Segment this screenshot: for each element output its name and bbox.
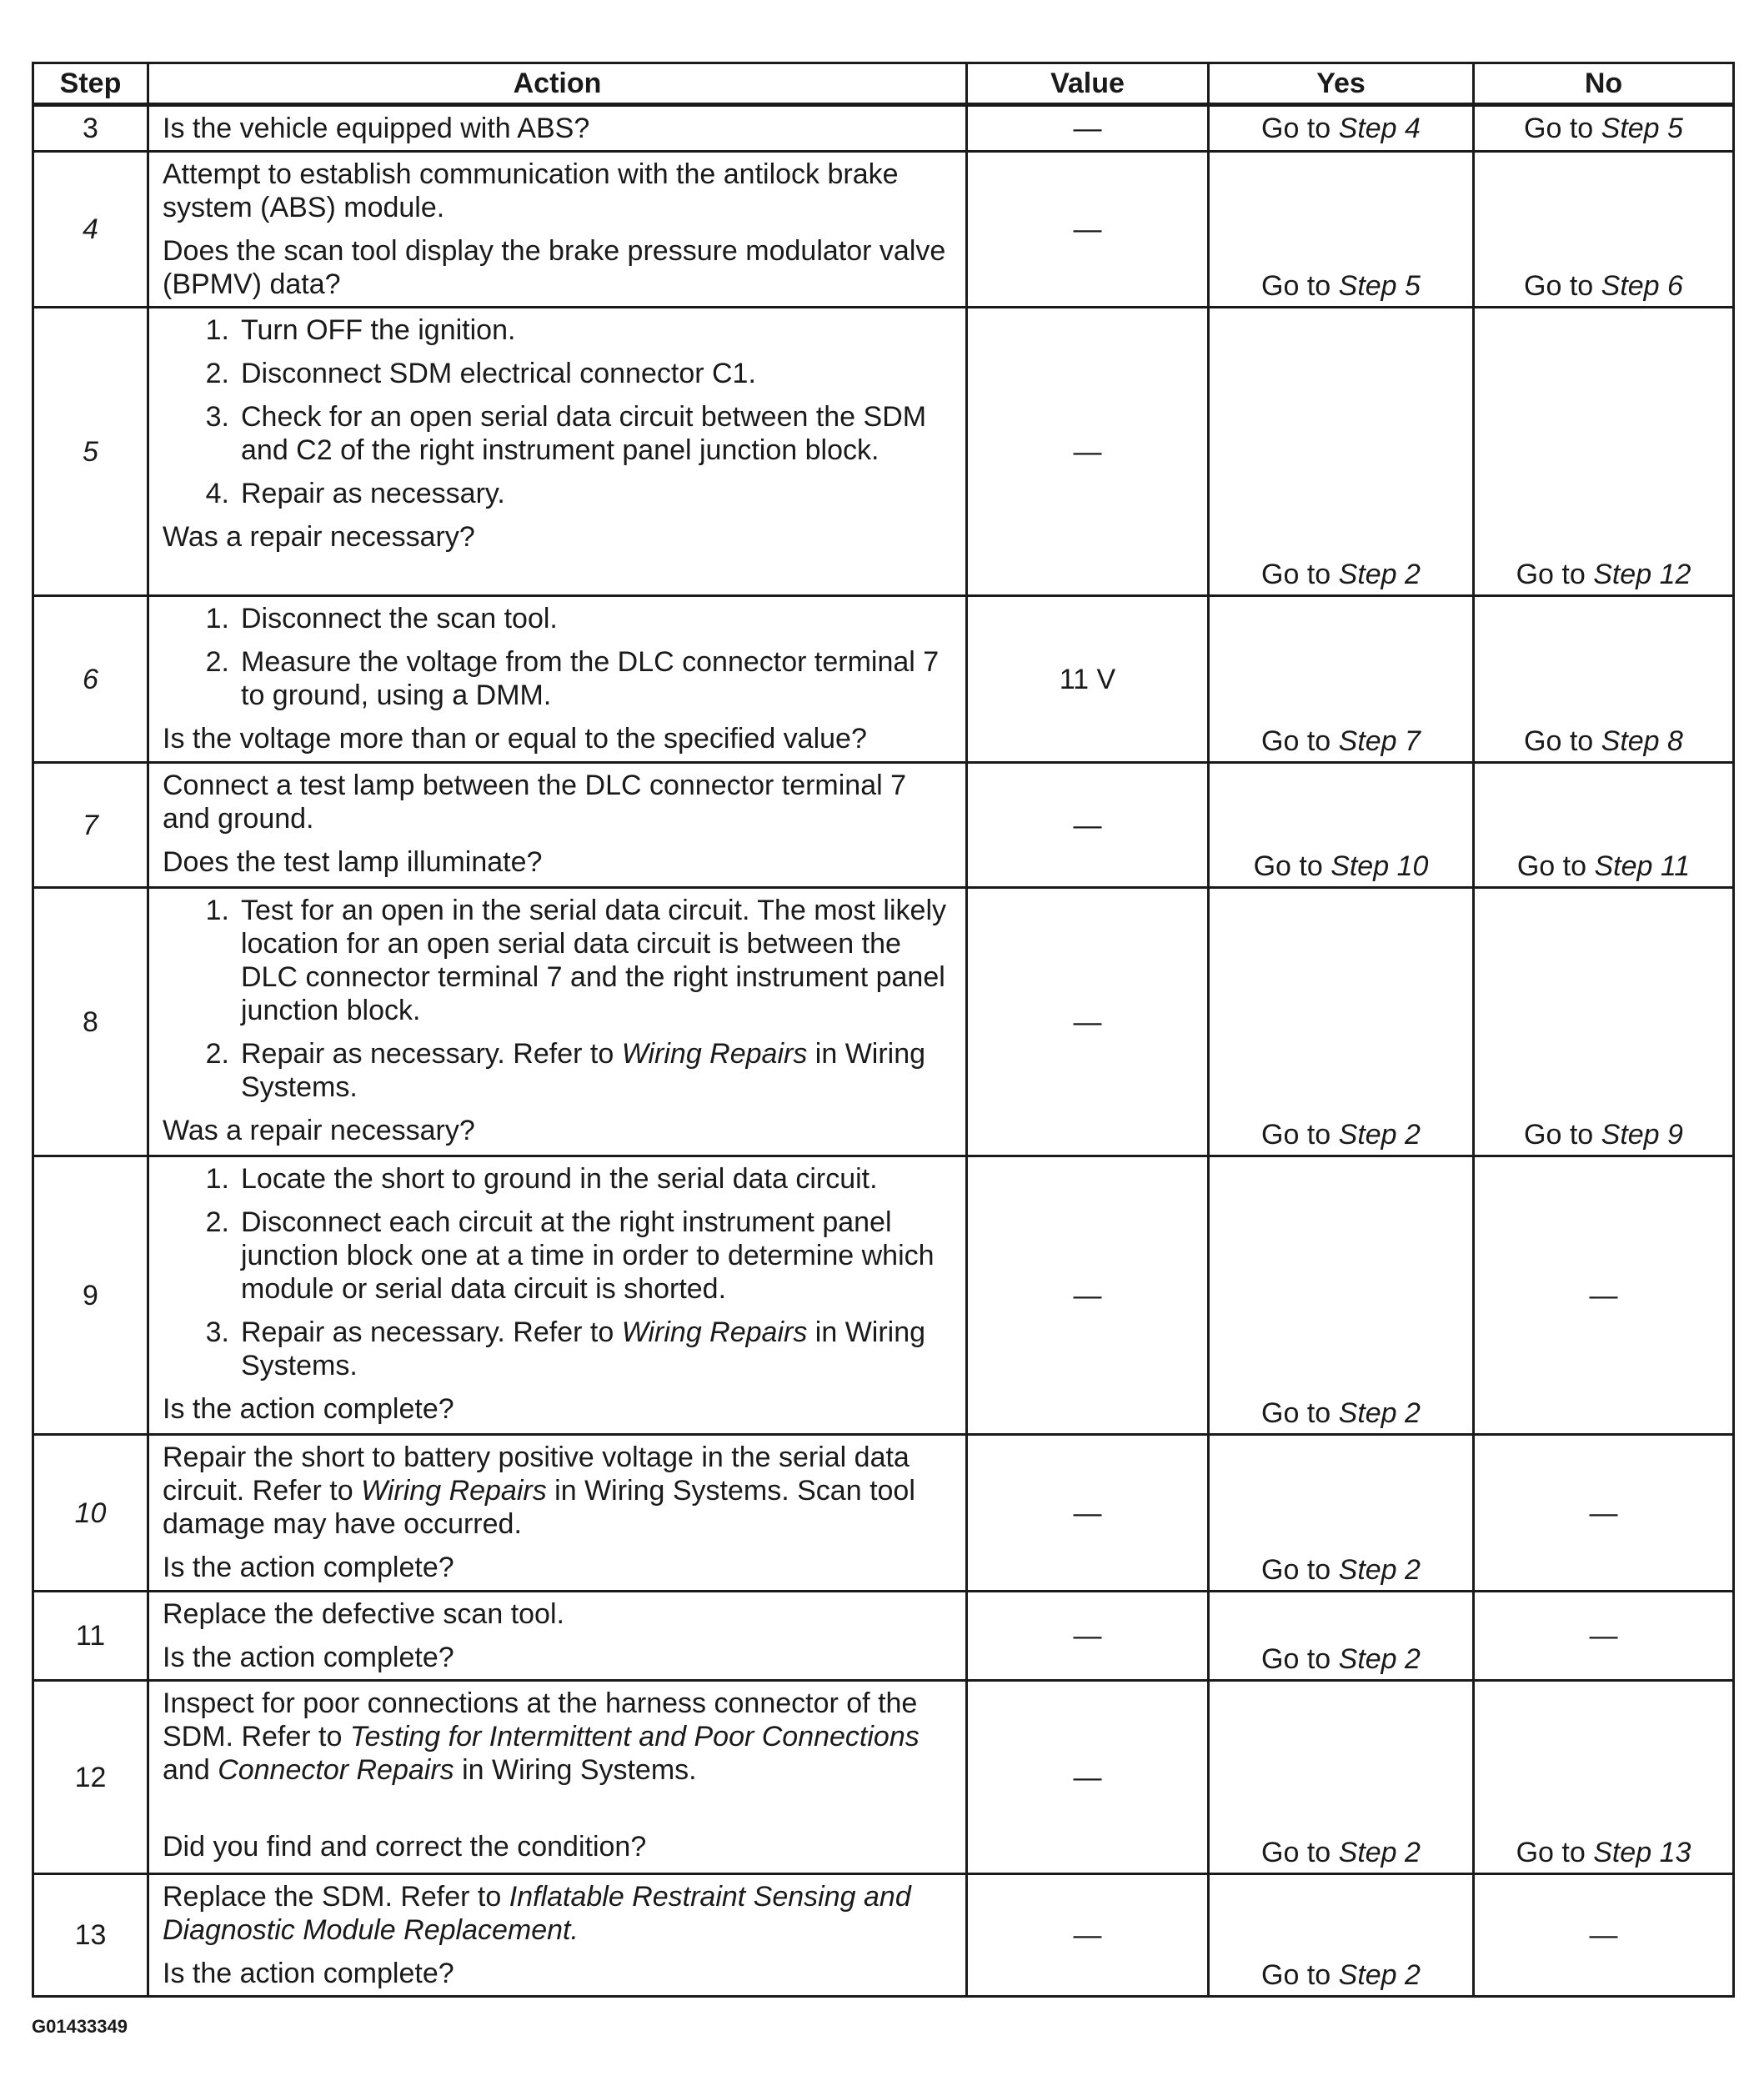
yes-cell <box>1209 1592 1474 1681</box>
item-text: Disconnect SDM electrical connector C1. <box>241 358 756 389</box>
no-cell <box>1474 596 1734 763</box>
action-text: Is the vehicle equipped with ABS? <box>163 113 590 144</box>
reference-link[interactable]: Wiring Repairs <box>621 1316 808 1348</box>
no-cell <box>1474 105 1734 152</box>
go-to-prefix: Go to <box>1261 113 1339 144</box>
value-cell: 11 V <box>967 596 1209 763</box>
go-to-prefix: Go to <box>1253 850 1331 882</box>
item-text: Test for an open in the serial data circuit. The most likely location for an open serial data circuit is between the DLC connector terminal 7 and the right instrument panel junction block. <box>241 895 946 1026</box>
value-cell: — <box>967 1156 1209 1435</box>
action-question: Is the voltage more than or equal to the specified value? <box>163 723 867 755</box>
value-cell: — <box>967 152 1209 308</box>
list-item <box>163 1316 955 1382</box>
item-number: 1. <box>205 314 229 346</box>
no-cell <box>1474 1681 1734 1874</box>
go-to-prefix: Go to <box>1516 559 1594 590</box>
header-no: No <box>1474 63 1734 105</box>
yes-cell <box>1209 1681 1474 1874</box>
go-to-prefix: Go to <box>1524 725 1601 757</box>
action-question: Is the action complete? <box>163 1393 454 1425</box>
value-cell: — <box>967 105 1209 152</box>
value-cell: — <box>967 763 1209 888</box>
value-cell: — <box>967 1435 1209 1592</box>
value-cell: — <box>967 1592 1209 1681</box>
step-number: 3 <box>33 105 148 152</box>
item-number: 1. <box>205 603 229 634</box>
action-text <box>163 1880 955 1947</box>
yes-cell <box>1209 1156 1474 1435</box>
list-item <box>163 1037 955 1104</box>
table-row <box>33 1681 1734 1874</box>
step-number: 7 <box>33 763 148 888</box>
list-item <box>163 602 955 635</box>
yes-cell <box>1209 1874 1474 1997</box>
go-to-prefix: Go to <box>1516 850 1595 882</box>
yes-step-ref: Step 7 <box>1338 725 1421 757</box>
step-number: 13 <box>33 1874 148 1997</box>
item-number: 3. <box>205 401 229 433</box>
item-number: 2. <box>205 646 229 678</box>
item-text: Repair as necessary. <box>241 478 505 509</box>
yes-cell <box>1209 888 1474 1156</box>
no-cell <box>1474 152 1734 308</box>
reference-link[interactable]: Inflatable Restraint Sensing and Diagnostic Module Replacement. <box>163 1881 911 1946</box>
item-number: 4. <box>205 478 229 509</box>
header-yes: Yes <box>1209 63 1474 105</box>
go-to-prefix: Go to <box>1261 1837 1339 1868</box>
item-text <box>241 1037 955 1104</box>
table-row <box>33 596 1734 763</box>
list-item <box>163 894 955 1027</box>
yes-step-ref: Step 2 <box>1338 1643 1421 1675</box>
yes-step-ref: Step 2 <box>1338 1119 1421 1151</box>
value-cell: — <box>967 308 1209 596</box>
yes-step-ref: Step 10 <box>1331 850 1429 882</box>
action-text-mid: and <box>163 1754 218 1786</box>
step-number: 9 <box>33 1156 148 1435</box>
action-cell <box>148 1681 967 1874</box>
no-step-ref: Step 12 <box>1593 559 1691 590</box>
table-row <box>33 1435 1734 1592</box>
item-text-lead: Repair as necessary. Refer to <box>241 1316 622 1348</box>
action-text <box>163 1687 955 1787</box>
item-text-lead: Repair as necessary. Refer to <box>241 1038 622 1070</box>
yes-cell <box>1209 763 1474 888</box>
go-to-prefix: Go to <box>1261 1959 1339 1991</box>
go-to-prefix: Go to <box>1524 113 1601 144</box>
action-cell <box>148 1592 967 1681</box>
step-number: 10 <box>33 1435 148 1592</box>
reference-link[interactable]: Wiring Repairs <box>361 1475 547 1507</box>
list-item <box>163 1162 955 1196</box>
action-text: Replace the defective scan tool. <box>163 1598 564 1630</box>
yes-cell <box>1209 596 1474 763</box>
go-to-prefix: Go to <box>1261 270 1339 302</box>
item-text: Disconnect the scan tool. <box>241 603 558 634</box>
header-row <box>33 63 1734 105</box>
no-cell: — <box>1474 1592 1734 1681</box>
no-cell: — <box>1474 1874 1734 1997</box>
go-to-prefix: Go to <box>1261 1397 1339 1429</box>
header-step: Step <box>33 63 148 105</box>
header-value: Value <box>967 63 1209 105</box>
action-text-tail: in Wiring Systems. <box>454 1754 697 1786</box>
step-number: 12 <box>33 1681 148 1874</box>
table-row <box>33 308 1734 596</box>
item-text-tail: in Wiring Systems. <box>241 1038 926 1103</box>
yes-cell <box>1209 1435 1474 1592</box>
item-text <box>241 1316 955 1382</box>
action-question: Does the scan tool display the brake pressure modulator valve (BPMV) data? <box>163 235 946 300</box>
table-row <box>33 1156 1734 1435</box>
item-text: Measure the voltage from the DLC connector terminal 7 to ground, using a DMM. <box>241 646 940 711</box>
yes-cell <box>1209 105 1474 152</box>
no-cell <box>1474 888 1734 1156</box>
figure-id: G01433349 <box>32 2016 128 2037</box>
item-number: 2. <box>205 1206 229 1238</box>
action-text-lead: Inspect for poor connections at the harness connector of the SDM. Refer to <box>163 1687 918 1753</box>
action-cell <box>148 1156 967 1435</box>
reference-link[interactable]: Wiring Repairs <box>621 1038 808 1070</box>
no-cell <box>1474 763 1734 888</box>
action-cell <box>148 763 967 888</box>
item-number: 2. <box>205 1038 229 1070</box>
no-step-ref: Step 13 <box>1593 1837 1691 1868</box>
reference-link[interactable]: Testing for Intermittent and Poor Connections <box>349 1721 920 1753</box>
yes-cell <box>1209 308 1474 596</box>
action-cell <box>148 105 967 152</box>
header-action: Action <box>148 63 967 105</box>
action-text-tail: in Wiring Systems. Scan tool damage may have occurred. <box>163 1475 915 1540</box>
yes-step-ref: Step 4 <box>1338 113 1421 144</box>
table-row <box>33 763 1734 888</box>
go-to-prefix: Go to <box>1524 270 1601 302</box>
value-cell: — <box>967 1681 1209 1874</box>
action-question: Is the action complete? <box>163 1958 454 1989</box>
list-item <box>163 400 955 467</box>
diagnostic-table <box>32 62 1735 1998</box>
action-text: Attempt to establish communication with the antilock brake system (ABS) module. <box>163 158 899 223</box>
value-cell: — <box>967 888 1209 1156</box>
list-item <box>163 357 955 390</box>
item-text-tail: in Wiring Systems. <box>241 1316 926 1381</box>
yes-step-ref: Step 2 <box>1338 1397 1421 1429</box>
item-text: Turn OFF the ignition. <box>241 314 516 346</box>
go-to-prefix: Go to <box>1261 559 1339 590</box>
yes-step-ref: Step 2 <box>1338 559 1421 590</box>
no-step-ref: Step 11 <box>1594 850 1691 882</box>
no-cell: — <box>1474 1435 1734 1592</box>
table-row <box>33 1874 1734 1997</box>
no-cell: — <box>1474 1156 1734 1435</box>
action-question: Does the test lamp illuminate? <box>163 846 543 878</box>
step-number: 8 <box>33 888 148 1156</box>
no-step-ref: Step 6 <box>1601 270 1683 302</box>
action-text-lead: Replace the SDM. Refer to <box>163 1881 509 1913</box>
action-cell <box>148 1874 967 1997</box>
action-question: Is the action complete? <box>163 1552 454 1583</box>
action-cell <box>148 596 967 763</box>
list-item <box>163 645 955 712</box>
action-question: Did you find and correct the condition? <box>163 1831 647 1863</box>
step-number: 11 <box>33 1592 148 1681</box>
list-item <box>163 477 955 510</box>
action-cell <box>148 888 967 1156</box>
table-row <box>33 1592 1734 1681</box>
action-cell <box>148 1435 967 1592</box>
table-row <box>33 152 1734 308</box>
go-to-prefix: Go to <box>1261 1119 1339 1151</box>
list-item <box>163 1206 955 1306</box>
step-number: 6 <box>33 596 148 763</box>
action-cell <box>148 152 967 308</box>
go-to-prefix: Go to <box>1524 1119 1601 1151</box>
no-step-ref: Step 9 <box>1601 1119 1683 1151</box>
no-step-ref: Step 5 <box>1601 113 1683 144</box>
action-text-lead: Repair the short to battery positive voltage in the serial data circuit. Refer to <box>163 1442 910 1507</box>
action-text <box>163 1441 955 1541</box>
step-number: 4 <box>33 152 148 308</box>
yes-step-ref: Step 2 <box>1338 1554 1421 1586</box>
value-cell: — <box>967 1874 1209 1997</box>
item-text: Disconnect each circuit at the right instrument panel junction block one at a time in order to determine which module or serial data circuit is shorted. <box>241 1206 935 1305</box>
step-number: 5 <box>33 308 148 596</box>
reference-link[interactable]: Connector Repairs <box>218 1754 454 1786</box>
list-item <box>163 313 955 347</box>
yes-cell <box>1209 152 1474 308</box>
item-number: 1. <box>205 1163 229 1195</box>
go-to-prefix: Go to <box>1261 1643 1339 1675</box>
yes-step-ref: Step 2 <box>1338 1959 1421 1991</box>
yes-step-ref: Step 2 <box>1338 1837 1421 1868</box>
item-text: Check for an open serial data circuit between the SDM and C2 of the right instrument panel junction block. <box>241 401 927 466</box>
yes-step-ref: Step 5 <box>1338 270 1421 302</box>
item-text: Locate the short to ground in the serial data circuit. <box>241 1163 878 1195</box>
action-text: Connect a test lamp between the DLC connector terminal 7 and ground. <box>163 770 907 835</box>
item-number: 3. <box>205 1316 229 1348</box>
go-to-prefix: Go to <box>1261 725 1339 757</box>
item-number: 2. <box>205 358 229 389</box>
action-question: Was a repair necessary? <box>163 1115 475 1146</box>
action-question: Is the action complete? <box>163 1642 454 1673</box>
no-cell <box>1474 308 1734 596</box>
no-step-ref: Step 8 <box>1601 725 1683 757</box>
action-question: Was a repair necessary? <box>163 521 475 553</box>
table-row <box>33 888 1734 1156</box>
item-number: 1. <box>205 895 229 926</box>
go-to-prefix: Go to <box>1516 1837 1594 1868</box>
action-cell <box>148 308 967 596</box>
go-to-prefix: Go to <box>1261 1554 1339 1586</box>
table-row <box>33 105 1734 152</box>
